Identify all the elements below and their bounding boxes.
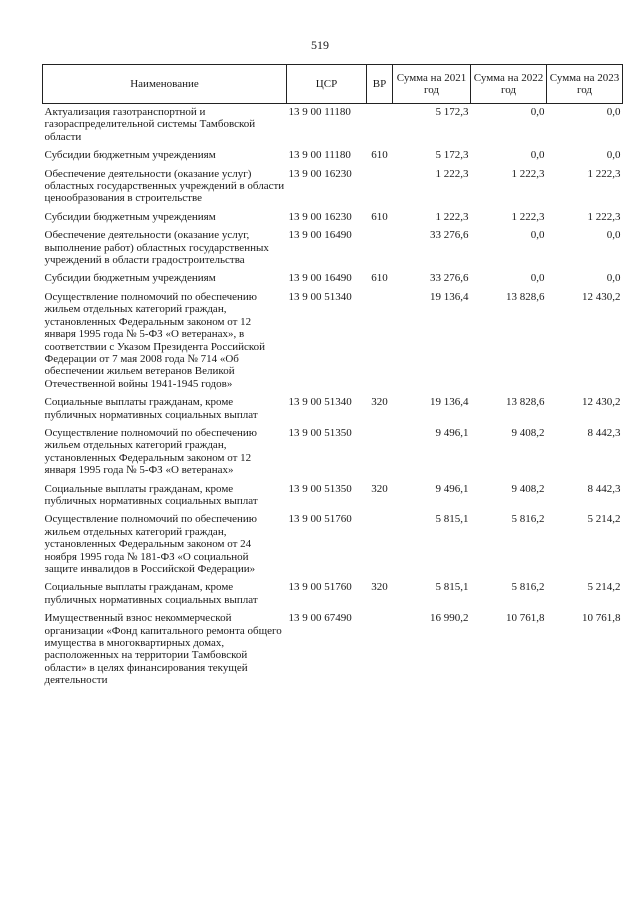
table-row <box>43 394 623 425</box>
row-vr: 610 <box>371 149 388 162</box>
table-row <box>43 610 623 690</box>
table-row <box>43 511 623 579</box>
row-vr <box>367 425 393 481</box>
row-sum-2021: 5 172,3 <box>435 149 469 162</box>
row-sum-2021: 1 222,3 <box>435 210 469 223</box>
row-sum-2021: 19 136,4 <box>430 290 469 303</box>
row-sum-2022: 0,0 <box>530 229 545 242</box>
row-name: Социальные выплаты гражданам, кроме публичных нормативных социальных выплат <box>44 482 258 507</box>
row-sum-2021: 16 990,2 <box>430 612 469 625</box>
row-name: Субсидии бюджетным учреждениям <box>44 272 216 285</box>
row-sum-2022: 1 222,3 <box>511 210 545 223</box>
row-name: Имущественный взнос некоммерческой организации «Фонд капитального ремонта общего имущества в многоквартирных домах, расположенных на территории Тамбовской области» в целях финансирования текущей деятельности <box>44 612 282 687</box>
row-sum-2021: 9 496,1 <box>435 426 469 439</box>
table-row <box>43 579 623 610</box>
row-csr: 13 9 00 51350 <box>288 482 352 495</box>
page-number: 519 <box>311 38 329 52</box>
row-csr: 13 9 00 16230 <box>288 210 352 223</box>
row-sum-2023: 0,0 <box>606 149 621 162</box>
row-name: Осуществление полномочий по обеспечению жильем отдельных категорий граждан, установленных Федеральным законом от 12 января 1995 года № 5-ФЗ «О ветеранах» <box>44 426 257 477</box>
row-vr <box>367 511 393 579</box>
row-vr <box>367 166 393 209</box>
row-vr: 320 <box>371 482 388 495</box>
row-sum-2023: 0,0 <box>606 229 621 242</box>
row-sum-2021: 1 222,3 <box>435 167 469 180</box>
row-csr: 13 9 00 67490 <box>288 612 352 625</box>
table-row <box>43 227 623 270</box>
row-csr: 13 9 00 51340 <box>288 396 352 409</box>
row-sum-2023: 8 442,3 <box>587 482 621 495</box>
table-row <box>43 270 623 288</box>
row-csr: 13 9 00 16490 <box>288 229 352 242</box>
table-header-row <box>43 65 623 104</box>
row-sum-2022: 9 408,2 <box>511 426 545 439</box>
row-sum-2023: 8 442,3 <box>587 426 621 439</box>
header-name: Наименование <box>43 65 287 104</box>
row-name: Обеспечение деятельности (оказание услуг, выполнение работ) областных государственных учреждений в области градостроительства <box>44 229 269 267</box>
row-sum-2021: 9 496,1 <box>435 482 469 495</box>
header-sum-2021: Сумма на 2021 год <box>393 65 471 104</box>
row-sum-2022: 5 816,2 <box>511 581 545 594</box>
row-sum-2022: 0,0 <box>530 272 545 285</box>
row-sum-2021: 5 172,3 <box>435 106 469 118</box>
row-sum-2023: 12 430,2 <box>582 290 621 303</box>
row-csr: 13 9 00 16230 <box>288 167 352 180</box>
row-csr: 13 9 00 51760 <box>288 513 352 526</box>
row-sum-2023: 0,0 <box>606 272 621 285</box>
row-csr: 13 9 00 51350 <box>288 426 352 439</box>
table-row <box>43 147 623 165</box>
row-sum-2022: 13 828,6 <box>506 290 545 303</box>
row-sum-2022: 0,0 <box>530 106 545 118</box>
row-vr: 320 <box>371 396 388 409</box>
row-name: Субсидии бюджетным учреждениям <box>44 149 216 162</box>
row-csr: 13 9 00 11180 <box>288 149 351 162</box>
row-sum-2023: 5 214,2 <box>587 581 621 594</box>
budget-table <box>42 64 623 691</box>
row-name: Актуализация газотранспортной и газораспределительной системы Тамбовской области <box>44 106 256 143</box>
row-name: Социальные выплаты гражданам, кроме публичных нормативных социальных выплат <box>44 396 258 421</box>
row-csr: 13 9 00 16490 <box>288 272 352 285</box>
row-sum-2023: 5 214,2 <box>587 513 621 526</box>
row-sum-2023: 1 222,3 <box>587 210 621 223</box>
row-name: Осуществление полномочий по обеспечению жильем отдельных категорий граждан, установленных Федеральным законом от 12 января 1995 года № 5-ФЗ «О ветеранах», в соответствии с Указом Президента Российской Федерации от 7 мая 2008 года № 714 «Об обеспечении жильем ветеранов Великой Отечественной войны 1941-1945 годов» <box>44 290 266 390</box>
row-name: Субсидии бюджетным учреждениям <box>44 210 216 223</box>
row-sum-2022: 5 816,2 <box>511 513 545 526</box>
row-csr: 13 9 00 11180 <box>288 106 351 118</box>
row-name: Обеспечение деятельности (оказание услуг) областных государственных учреждений в области ценообразования в строительстве <box>44 167 285 205</box>
row-vr <box>367 610 393 690</box>
row-name: Социальные выплаты гражданам, кроме публичных нормативных социальных выплат <box>44 581 258 606</box>
row-sum-2021: 33 276,6 <box>430 229 469 242</box>
row-csr: 13 9 00 51340 <box>288 290 352 303</box>
header-sum-2022: Сумма на 2022 год <box>471 65 547 104</box>
row-vr: 610 <box>371 272 388 285</box>
row-sum-2023: 12 430,2 <box>582 396 621 409</box>
row-sum-2023: 10 761,8 <box>582 612 621 625</box>
row-sum-2021: 33 276,6 <box>430 272 469 285</box>
table-row <box>43 425 623 481</box>
row-vr <box>367 227 393 270</box>
row-vr: 610 <box>371 210 388 223</box>
row-csr: 13 9 00 51760 <box>288 581 352 594</box>
table-row <box>43 104 623 148</box>
row-vr: 320 <box>371 581 388 594</box>
row-sum-2021: 5 815,1 <box>435 581 469 594</box>
row-vr <box>367 104 393 148</box>
row-sum-2022: 9 408,2 <box>511 482 545 495</box>
row-sum-2023: 0,0 <box>606 106 621 118</box>
row-name: Осуществление полномочий по обеспечению жильем отдельных категорий граждан, установленных Федеральным законом от 24 ноября 1995 года № 181-ФЗ «О социальной защите инвалидов в Российской Федерации» <box>44 513 257 575</box>
row-sum-2022: 0,0 <box>530 149 545 162</box>
row-sum-2022: 10 761,8 <box>506 612 545 625</box>
table-row <box>43 209 623 227</box>
row-sum-2021: 5 815,1 <box>435 513 469 526</box>
table-row <box>43 289 623 394</box>
header-vr: ВР <box>367 65 393 104</box>
row-vr <box>367 289 393 394</box>
header-sum-2023: Сумма на 2023 год <box>547 65 623 104</box>
table-row <box>43 481 623 512</box>
row-sum-2022: 13 828,6 <box>506 396 545 409</box>
row-sum-2022: 1 222,3 <box>511 167 545 180</box>
row-sum-2021: 19 136,4 <box>430 396 469 409</box>
header-csr: ЦСР <box>287 65 367 104</box>
row-sum-2023: 1 222,3 <box>587 167 621 180</box>
table-row <box>43 166 623 209</box>
